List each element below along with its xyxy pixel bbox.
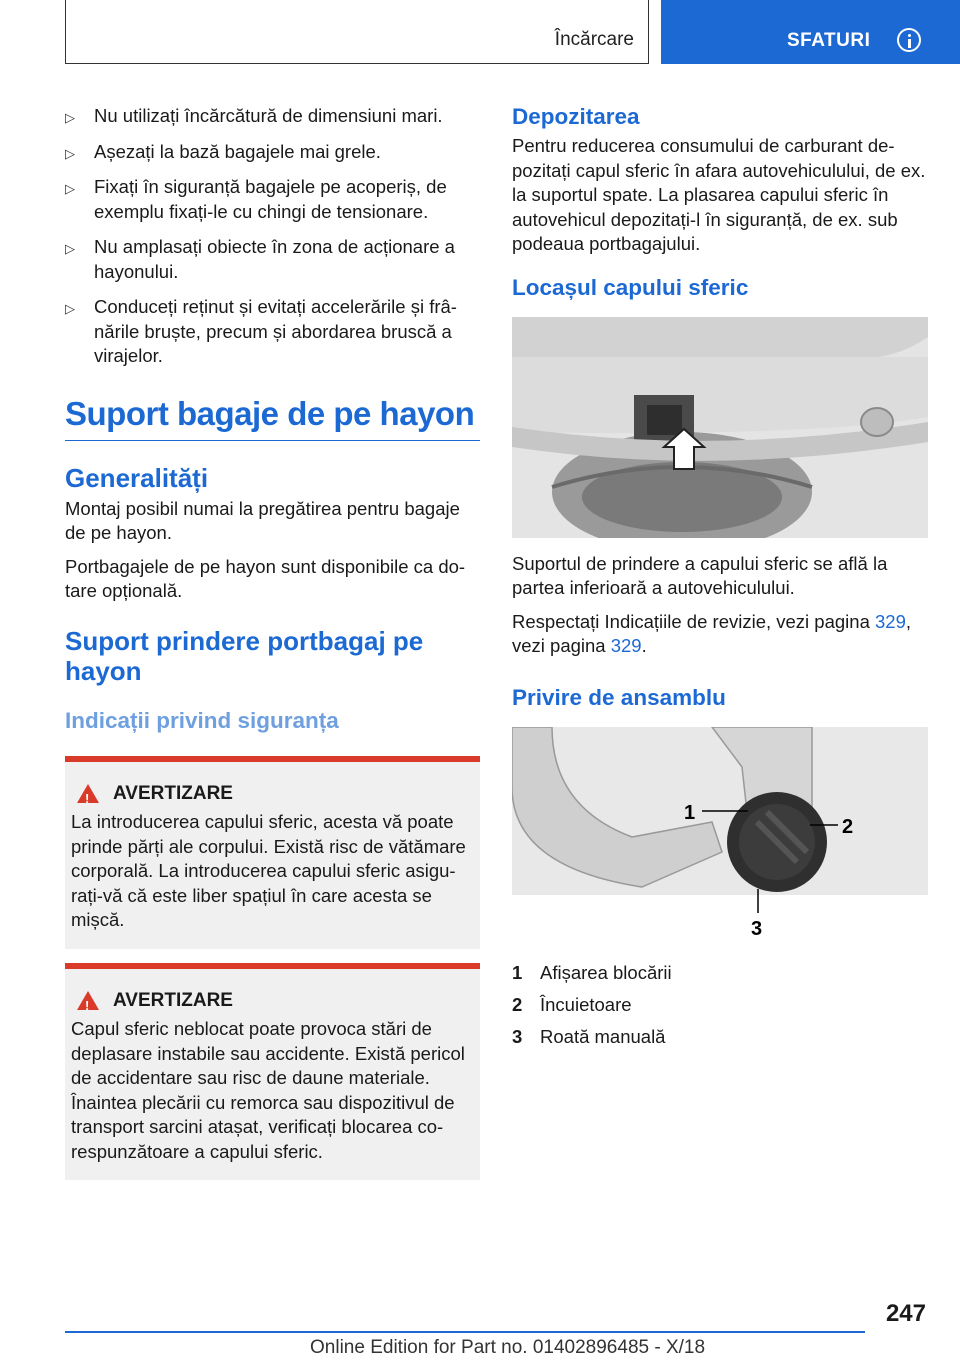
paragraph: Pentru reducerea consumului de carburant de-pozitați capul sferic în afara autovehiculului, de ex. la suportul spate. La plasarea capului sferic în autovehicul depozitați-l în siguranță, de ex. sub podeaua portbagajului. bbox=[512, 135, 926, 254]
triangle-bullet-icon: ▷ bbox=[65, 241, 75, 256]
legend-item: 2 Încuietoare bbox=[512, 993, 632, 1015]
legend bbox=[512, 957, 928, 1053]
legend-item: 1 Afișarea blocării bbox=[512, 961, 672, 983]
warning-text: Capul sferic neblocat poate provoca stări de deplasare instabile sau accidente. Există pericol de accidentare sau risc de daune materiale. Înaintea plecării cu remorca sau dispozitivul de transport sarcini atașat, verificați blocarea co-respunzătoare a capului sferic. bbox=[71, 1018, 465, 1162]
info-icon[interactable] bbox=[897, 28, 921, 52]
footer-divider bbox=[65, 1331, 865, 1333]
car-underside-illustration bbox=[512, 317, 928, 538]
list-item: ▷ Așezați la bază bagajele mai grele. bbox=[65, 140, 480, 165]
heading-general: Generalități bbox=[65, 462, 209, 493]
list-item: ▷ Nu utilizați încărcătură de dimensiuni mari. bbox=[65, 104, 480, 129]
ball-head-illustration bbox=[512, 727, 928, 943]
ball-head-overview-image bbox=[512, 727, 928, 943]
tips-tab-label: SFATURI bbox=[787, 30, 871, 51]
triangle-bullet-icon: ▷ bbox=[65, 110, 75, 125]
warning-text: La introducerea capului sferic, acesta vă poate prinde părți ale corpului. Există risc de vătămare corporală. La introducerea capului sferic asigu-rați-vă că este liber spațiul în care acesta se mișcă. bbox=[71, 811, 466, 930]
callout-3: 3 bbox=[751, 917, 763, 940]
page-link[interactable]: 329 bbox=[610, 635, 642, 656]
warning-triangle-icon bbox=[77, 991, 99, 1010]
triangle-bullet-icon: ▷ bbox=[65, 301, 75, 316]
left-column bbox=[65, 104, 480, 1180]
warning-title: AVERTIZARE bbox=[113, 782, 233, 804]
page-number: 247 bbox=[885, 1300, 926, 1327]
footer-edition: Online Edition for Part no. 01402896485 - X/18 bbox=[310, 1337, 706, 1358]
warning-triangle-icon bbox=[77, 784, 99, 803]
legend-item: 3 Roată manuală bbox=[512, 1025, 666, 1047]
triangle-bullet-icon: ▷ bbox=[65, 181, 75, 196]
triangle-bullet-icon: ▷ bbox=[65, 145, 75, 161]
header-section-title: Încărcare bbox=[554, 29, 634, 50]
list-item: ▷ Conduceți reținut și evitați accelerările și frâ-nările bruște, precum și abordarea bruscă a virajelor. bbox=[65, 296, 457, 366]
right-column bbox=[512, 104, 928, 1053]
paragraph: Montaj posibil numai la pregătirea pentru bagaje de pe hayon. bbox=[65, 497, 460, 543]
page-link[interactable]: 329 bbox=[875, 610, 906, 632]
header-section-box bbox=[65, 0, 649, 64]
paragraph: Respectați Indicațiile de revizie, vezi pagina 329, vezi pagina 329. bbox=[512, 610, 912, 656]
paragraph: Suportul de prindere a capului sferic se află la partea inferioară a autovehiculului. bbox=[512, 552, 888, 598]
warning-box bbox=[65, 756, 480, 949]
list-item: ▷ Fixați în siguranță bagajele pe acoperiș, de exemplu fixați-le cu chingi de tensionare. bbox=[65, 176, 447, 222]
warning-title: AVERTIZARE bbox=[113, 989, 233, 1011]
bullet-list bbox=[65, 104, 480, 369]
heading-safety: Indicații privind siguranța bbox=[65, 707, 339, 733]
mount-location-image bbox=[512, 317, 928, 538]
callout-1: 1 bbox=[684, 801, 696, 824]
heading-overview: Privire de ansamblu bbox=[512, 684, 726, 710]
callout-2: 2 bbox=[842, 815, 854, 838]
heading-support: Suport prindere portbagaj pe hayon bbox=[65, 625, 424, 686]
warning-box bbox=[65, 963, 480, 1181]
heading-mount: Locașul capului sferic bbox=[512, 274, 749, 300]
paragraph: Portbagajele de pe hayon sunt disponibile ca do-tare opțională. bbox=[65, 555, 466, 601]
list-item: ▷ Nu amplasați obiecte în zona de acționare a hayonului. bbox=[65, 236, 455, 282]
section-title: Suport bagaje de pe hayon bbox=[65, 395, 480, 441]
heading-storage: Depozitarea bbox=[512, 104, 640, 129]
tips-tab[interactable] bbox=[661, 0, 960, 64]
